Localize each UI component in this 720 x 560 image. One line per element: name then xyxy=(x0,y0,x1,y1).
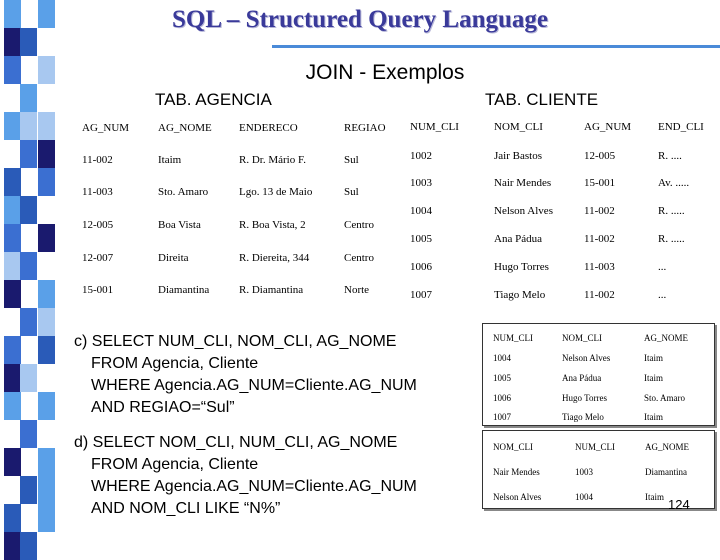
table-row xyxy=(406,225,716,253)
query-line: FROM Agencia, Cliente xyxy=(91,456,259,473)
table-cell: R. .... xyxy=(658,149,682,162)
table-cell: Centro xyxy=(344,219,374,231)
slide-title: SQL – Structured Query Language xyxy=(172,6,548,33)
table-cell: Av. ..... xyxy=(658,177,690,189)
column-header: NOM_CLI xyxy=(562,333,602,343)
stripe-block xyxy=(20,364,37,392)
result-c-box xyxy=(482,323,715,426)
table-row xyxy=(483,368,714,388)
table-cell: ... xyxy=(658,261,667,273)
table-cell: R. Diereita, 344 xyxy=(239,252,310,264)
table-cell: Diamantina xyxy=(158,284,210,296)
table-cell: Jair Bastos xyxy=(494,149,542,162)
table-cell: 1005 xyxy=(493,373,511,383)
stripe-block xyxy=(4,196,21,224)
table-row xyxy=(406,253,716,281)
table-cell: Itaim xyxy=(645,491,664,502)
table-cell: 12-007 xyxy=(82,252,114,264)
table-row xyxy=(78,274,396,306)
query-line: c) SELECT NUM_CLI, NOM_CLI, AG_NOME xyxy=(74,333,397,350)
table-cell: 12-005 xyxy=(82,219,114,231)
table-cell: R. Dr. Mário F. xyxy=(239,154,306,166)
table-cell: 1002 xyxy=(410,149,432,162)
stripe-block xyxy=(4,280,21,308)
table-cell: 11-003 xyxy=(584,261,615,273)
table-row xyxy=(406,197,716,225)
stripe-block xyxy=(4,504,21,532)
table-row xyxy=(78,176,396,208)
table-cell: ... xyxy=(658,289,667,301)
table-row xyxy=(483,388,714,407)
stripe-block xyxy=(4,224,21,252)
table-cell: 15-001 xyxy=(584,177,616,189)
table-cell: 1004 xyxy=(493,353,511,363)
column-header: AG_NUM xyxy=(584,121,632,133)
table-cell: Ana Pádua xyxy=(494,233,542,245)
stripe-block xyxy=(20,532,37,560)
table-cell: Itaim xyxy=(158,154,182,166)
table-cell: R. Boa Vista, 2 xyxy=(239,219,306,231)
stripe-block xyxy=(4,364,21,392)
table-row xyxy=(78,144,396,176)
table-header-row xyxy=(483,328,714,348)
table-header-row xyxy=(406,112,716,142)
table-cell: 1006 xyxy=(410,261,432,273)
query-line: FROM Agencia, Cliente xyxy=(91,355,259,372)
column-header: ENDERECO xyxy=(239,122,298,134)
table-cell: Sul xyxy=(344,154,359,166)
table-row xyxy=(78,242,396,274)
stripe-block xyxy=(38,224,55,252)
table-cell: Ana Pádua xyxy=(562,373,602,383)
table-cell: Sto. Amaro xyxy=(644,392,686,403)
stripe-block xyxy=(38,476,55,504)
table-cell: 15-001 xyxy=(82,284,114,296)
query-c xyxy=(74,331,417,419)
table-cell: Itaim xyxy=(644,373,663,383)
table-cell: 11-002 xyxy=(82,154,113,166)
stripe-block xyxy=(4,392,21,420)
table-cell: Nelson Alves xyxy=(494,205,553,217)
column-header: NUM_CLI xyxy=(575,441,615,452)
query-line: d) SELECT NOM_CLI, NUM_CLI, AG_NOME xyxy=(74,434,398,451)
table-cell: 1004 xyxy=(410,205,432,217)
table-cell: Itaim xyxy=(644,411,663,422)
stripe-block xyxy=(38,448,55,476)
column-header: AG_NOME xyxy=(645,441,689,452)
column-header: NUM_CLI xyxy=(410,121,459,133)
stripe-block xyxy=(38,280,55,308)
stripe-block xyxy=(38,504,55,532)
agencia-caption: TAB. AGENCIA xyxy=(155,90,272,109)
table-cell: Tiago Melo xyxy=(562,411,604,422)
stripe-block xyxy=(4,168,21,196)
table-cell: 11-002 xyxy=(584,233,615,245)
column-header: AG_NOME xyxy=(158,122,212,134)
table-cell: 1006 xyxy=(493,392,511,403)
table-cell: 11-002 xyxy=(584,205,615,217)
table-cell: Norte xyxy=(344,284,370,296)
column-header: NOM_CLI xyxy=(494,121,543,133)
stripe-block xyxy=(4,336,21,364)
table-cell: 11-002 xyxy=(584,289,615,301)
table-cell: Hugo Torres xyxy=(494,261,549,273)
table-cell: 12-005 xyxy=(584,149,616,162)
query-line: AND NOM_CLI LIKE “N%” xyxy=(91,500,281,517)
stripe-block xyxy=(38,140,55,168)
table-cell: R. Diamantina xyxy=(239,284,304,296)
table-header-row xyxy=(78,112,396,144)
table-cell: Tiago Melo xyxy=(494,289,546,301)
column-header: END_CLI xyxy=(658,121,704,133)
stripe-block xyxy=(38,308,55,336)
table-cell: 11-003 xyxy=(82,186,113,198)
table-row xyxy=(483,348,714,368)
table-cell: 1007 xyxy=(410,289,432,301)
table-row xyxy=(406,281,716,309)
stripe-block xyxy=(20,476,37,504)
stripe-block xyxy=(38,336,55,364)
table-row xyxy=(406,169,716,197)
query-line: WHERE Agencia.AG_NUM=Cliente.AG_NUM xyxy=(91,377,417,394)
title-underline xyxy=(272,45,720,48)
query-d xyxy=(74,432,417,520)
stripe-block xyxy=(20,140,37,168)
stripe-block xyxy=(38,112,55,140)
table-row xyxy=(78,208,396,242)
table-cell: 1005 xyxy=(410,233,432,245)
table-cell: 1003 xyxy=(410,177,432,189)
stripe-block xyxy=(20,112,37,140)
result-c-table xyxy=(483,328,714,426)
table-header-row xyxy=(483,434,714,459)
table-cell: R. ..... xyxy=(658,233,685,245)
table-cell: Nair Mendes xyxy=(493,466,540,477)
column-header: AG_NOME xyxy=(644,333,688,343)
stripe-block xyxy=(4,112,21,140)
cliente-caption: TAB. CLIENTE xyxy=(485,90,599,109)
table-row xyxy=(406,142,716,169)
table-cell: 1004 xyxy=(575,491,593,502)
stripe-block xyxy=(4,252,21,280)
stripe-block xyxy=(20,252,37,280)
table-cell: 1003 xyxy=(575,466,593,477)
page-number: 124 xyxy=(668,497,690,512)
stripe-block xyxy=(20,420,37,448)
table-cell: Nair Mendes xyxy=(494,177,552,189)
stripe-block xyxy=(38,392,55,420)
column-header: NOM_CLI xyxy=(493,441,533,452)
table-cell: R. ..... xyxy=(658,205,685,217)
table-cell: Hugo Torres xyxy=(562,392,607,403)
table-cell: Diamantina xyxy=(645,466,687,477)
table-cell: Nelson Alves xyxy=(493,491,542,502)
stripe-block xyxy=(4,448,21,476)
agencia-table xyxy=(78,112,396,306)
query-line: AND REGIAO=“Sul” xyxy=(91,399,235,416)
column-header: NUM_CLI xyxy=(493,333,533,343)
stripe-block xyxy=(4,532,21,560)
stripe-block xyxy=(20,308,37,336)
stripe-block xyxy=(20,84,37,112)
table-cell: Nelson Alves xyxy=(562,353,611,363)
query-line: WHERE Agencia.AG_NUM=Cliente.AG_NUM xyxy=(91,478,417,495)
table-cell: Sul xyxy=(344,186,359,198)
column-header: REGIAO xyxy=(344,122,386,134)
table-cell: Sto. Amaro xyxy=(158,186,209,198)
table-row xyxy=(483,459,714,484)
table-cell: Itaim xyxy=(644,353,663,363)
cliente-table xyxy=(406,112,716,309)
table-cell: 1007 xyxy=(493,411,511,422)
table-cell: Centro xyxy=(344,252,374,264)
table-cell: Boa Vista xyxy=(158,219,201,231)
table-cell: Direita xyxy=(158,252,189,264)
table-cell: Lgo. 13 de Maio xyxy=(239,186,313,198)
stripe-block xyxy=(38,168,55,196)
stripe-block xyxy=(20,196,37,224)
column-header: AG_NUM xyxy=(82,122,130,134)
slide-subtitle: JOIN - Exemplos xyxy=(305,61,465,84)
table-row xyxy=(483,407,714,426)
